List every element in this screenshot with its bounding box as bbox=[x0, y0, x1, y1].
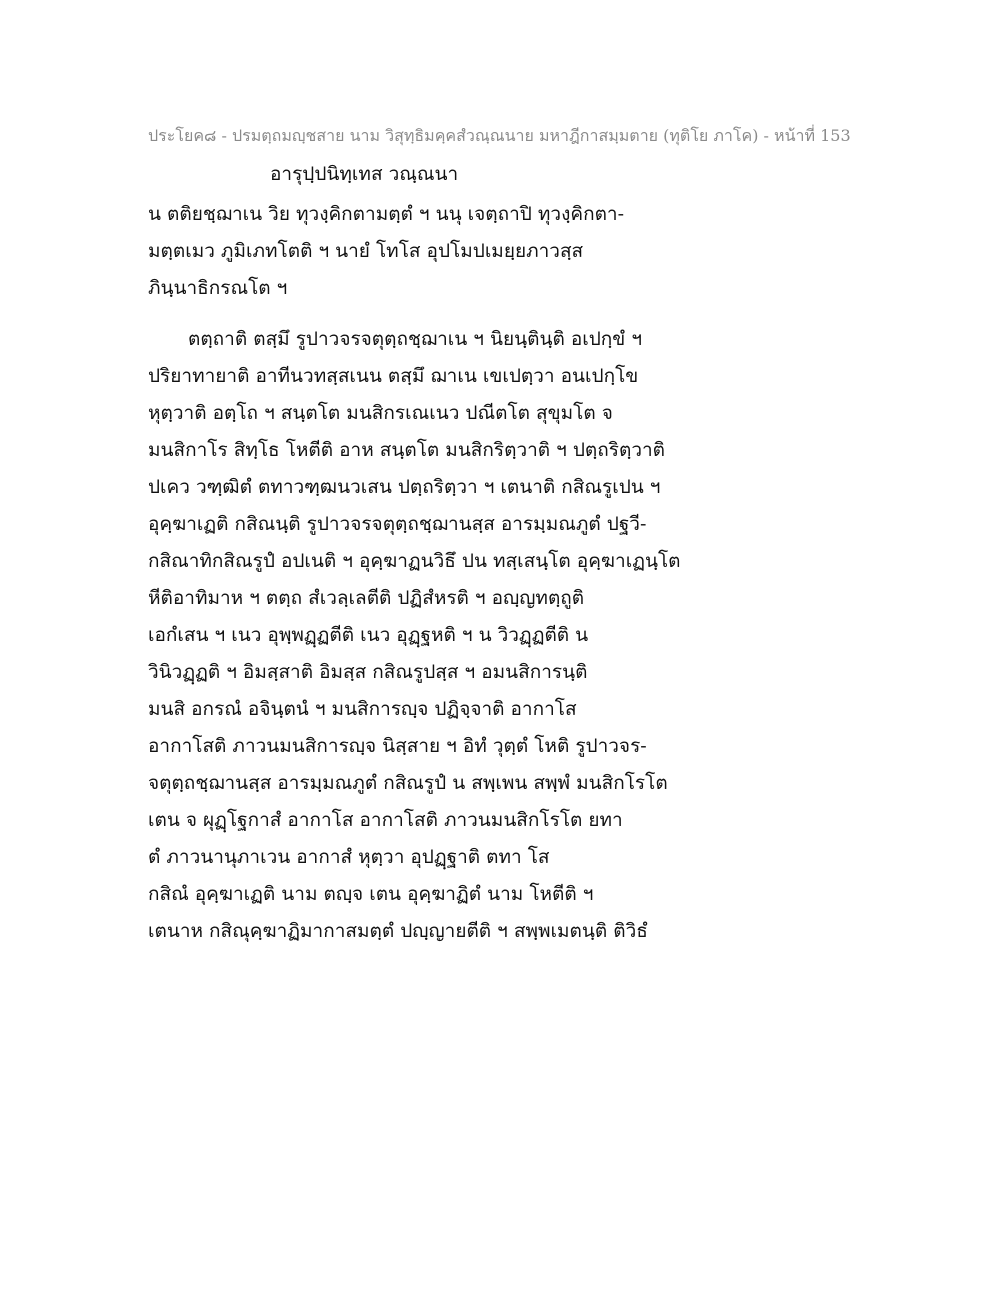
paragraph-1 bbox=[148, 196, 868, 307]
paragraph-2 bbox=[148, 321, 868, 950]
text-line: น ตติยชฺฌาเน วิย ทุวงฺคิกตามตฺตํ ฯ นนุ เจตฺถาปิ ทุวงฺคิกตา- bbox=[148, 203, 625, 225]
text-line: เตนาห กสิณุคฺฆาฏิมากาสมตฺตํ ปญฺญายตีติ ฯ สพฺพเมตนฺติ ติวิธํ bbox=[148, 920, 648, 942]
text-line: มนสิ อกรณํ อจินฺตนํ ฯ มนสิการญฺจ ปฏิจฺจาติ อากาโส bbox=[148, 698, 577, 720]
text-line: หีติอาทิมาห ฯ ตตฺถ สํเวลฺเลตีติ ปฏิสํหรติ ฯ อญฺญทตฺถูติ bbox=[148, 587, 585, 609]
text-line: ปริยาทายาติ อาทีนวทสฺสเนน ตสฺมึ ฌาเน เขเปตฺวา อนเปกฺโข bbox=[148, 365, 639, 387]
page-header: ประโยค๘ - ปรมตฺถมญฺชสาย นาม วิสุทฺธิมคฺคสํวณฺณนาย มหาฎีกาสมฺมตาย (ทุติโย ภาโค) - หน้าที่ 153 bbox=[148, 126, 851, 145]
section-title: อารุปฺปนิทฺเทส วณฺณนา bbox=[270, 163, 459, 185]
text-line: เตน จ ผุฏฺโฐกาสํ อากาโส อากาโสติ ภาวนมนสิกโรโต ยทา bbox=[148, 809, 623, 831]
text-line: ตํ ภาวนานุภาเวน อากาสํ หุตฺวา อุปฏฺฐาติ ตทา โส bbox=[148, 846, 550, 868]
text-line: กสิณํ อุคฺฆาเฏติ นาม ตญฺจ เตน อุคฺฆาฏิตํ นาม โหตีติ ฯ bbox=[148, 883, 594, 905]
body-text bbox=[148, 196, 868, 950]
text-line: มนสิกาโร สิทฺโธ โหตีติ อาห สนฺตโต มนสิกริตฺวาติ ฯ ปตฺถริตฺวาติ bbox=[148, 439, 665, 461]
text-line: วินิวฏฺฏติ ฯ อิมสฺสาติ อิมสฺส กสิณรูปสฺส ฯ อมนสิการนฺติ bbox=[148, 661, 588, 683]
text-line: อากาโสติ ภาวนมนสิการญฺจ นิสฺสาย ฯ อิทํ วุตฺตํ โหติ รูปาวจร- bbox=[148, 735, 647, 757]
text-line: มตฺตเมว ภูมิเภทโตติ ฯ นายํ โทโส อุปโมปเมยฺยภาวสฺส bbox=[148, 240, 584, 262]
text-line: จตุตฺถชฺฌานสฺส อารมฺมณภูตํ กสิณรูปํ น สพฺเพน สพฺพํ มนสิกโรโต bbox=[148, 772, 668, 794]
text-line: ภินฺนาธิกรณโต ฯ bbox=[148, 277, 288, 299]
text-line: กสิณาทิกสิณรูปํ อปเนติ ฯ อุคฺฆาฏนวิธึ ปน ทสฺเสนฺโต อุคฺฆาเฏนฺโต bbox=[148, 550, 681, 572]
text-line: ปเคว วฑฺฒิตํ ตทาวฑฺฒนวเสน ปตฺถริตฺวา ฯ เตนาติ กสิณรูเปน ฯ bbox=[148, 476, 661, 498]
text-line: อุคฺฆาเฏติ กสิณนฺติ รูปาวจรจตุตฺถชฺฌานสฺส อารมฺมณภูตํ ปฐวี- bbox=[148, 513, 647, 535]
text-line: เอกํเสน ฯ เนว อุพฺพฏฺฏตีติ เนว อุฏฺฐหติ ฯ น วิวฏฺฏตีติ น bbox=[148, 624, 589, 646]
text-line: ตตฺถาติ ตสฺมึ รูปาวจรจตุตฺถชฺฌาเน ฯ นิยนฺตินฺติ อเปกฺขํ ฯ bbox=[188, 328, 642, 350]
text-line: หุตฺวาติ อตฺโถ ฯ สนฺตโต มนสิกรเณเนว ปณีตโต สุขุมโต จ bbox=[148, 402, 613, 424]
